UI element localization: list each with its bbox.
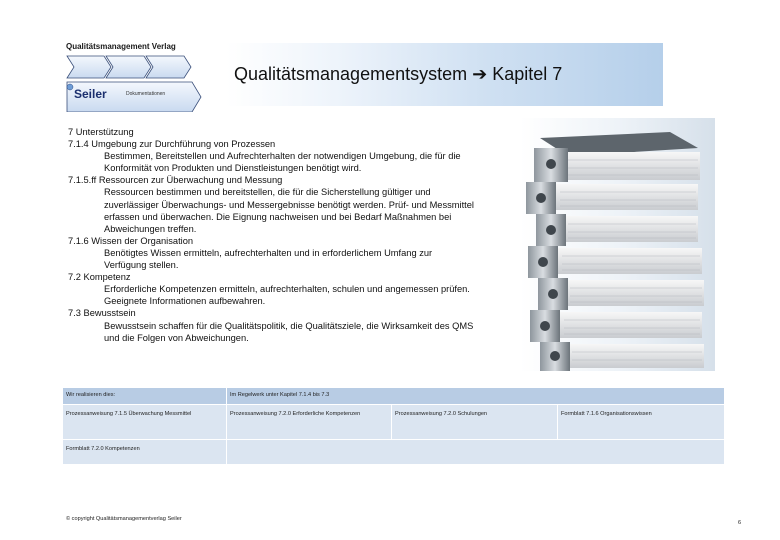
table-cell: Formblatt 7.1.6 Organisationswissen — [558, 405, 725, 440]
table-row — [63, 388, 725, 405]
content-line: Geeignete Informationen aufbewahren. — [104, 296, 266, 307]
table-cell — [227, 440, 725, 465]
copyright-notice: © copyright Qualitätsmanagementverlag Seiler — [66, 516, 182, 522]
content-line: Bestimmen, Bereitstellen und Aufrechterhalten der notwendigen Umgebung, die für die — [104, 151, 461, 162]
table-cell: Prozessanweisung 7.1.5 Überwachung Messmittel — [63, 405, 227, 440]
logo-tagline: Dokumentationen — [126, 91, 166, 97]
chapter-banner — [226, 43, 663, 106]
content-line: Abweichungen treffen. — [104, 223, 197, 234]
content-line: Verfügung stellen. — [104, 260, 179, 271]
content-line: Konformität von Produkten und Dienstleistungen benötigt wird. — [104, 163, 362, 174]
table-cell: Formblatt 7.2.0 Kompetenzen — [63, 440, 227, 465]
content-line: Bewusstsein schaffen für die Qualitätspolitik, die Qualitätsziele, die Wirksamkeit des QMS — [104, 320, 474, 331]
banner-chapter: Kapitel 7 — [492, 64, 563, 84]
table-row — [63, 405, 725, 440]
content-line: 7.1.5.ff Ressourcen zur Überwachung und Messung — [68, 175, 283, 186]
logo-title: Qualitätsmanagement Verlag — [66, 42, 176, 51]
arrow-right-icon: ➔ — [472, 64, 488, 84]
content-line: 7.3 Bewusstsein — [68, 308, 136, 319]
binders-illustration — [520, 118, 715, 371]
content-line: und die Folgen von Abweichungen. — [104, 332, 249, 343]
content-line: 7.2 Kompetenz — [68, 272, 131, 283]
banner-system-title: Qualitätsmanagementsystem — [234, 64, 468, 84]
content-line: 7 Unterstützung — [68, 127, 134, 137]
content-line: Ressourcen bestimmen und bereitstellen, die für die Sicherstellung gültiger und — [104, 187, 431, 198]
table-cell: Wir realisieren dies: — [63, 388, 227, 405]
banner-title — [234, 64, 562, 85]
table-cell: Prozessanweisung 7.2.0 Schulungen — [392, 405, 558, 440]
chapter-content — [68, 126, 523, 344]
publisher-logo — [64, 42, 214, 112]
table-row — [63, 440, 725, 465]
content-line: 7.1.6 Wissen der Organisation — [68, 235, 194, 246]
reference-table — [63, 388, 725, 465]
content-line: 7.1.4 Umgebung zur Durchführung von Prozessen — [68, 139, 276, 150]
logo-name: Seiler — [74, 87, 107, 101]
table-cell: Prozessanweisung 7.2.0 Erforderliche Kompetenzen — [227, 405, 392, 440]
page-number: 6 — [738, 520, 742, 526]
process-arrows-graphic — [64, 54, 214, 112]
table-cell: Im Regelwerk unter Kapitel 7.1.4 bis 7.3 — [227, 388, 725, 405]
content-line: Erforderliche Kompetenzen ermitteln, aufrechterhalten, schulen und angemessen prüfen. — [104, 284, 470, 295]
content-line: erfassen und überwachen. Die Eignung nachweisen und bei Bedarf Maßnahmen bei — [104, 211, 452, 222]
content-line: zuverlässiger Überwachungs- und Messergebnisse benötigt werden. Prüf- und Messmittel — [104, 199, 474, 210]
content-line: Benötigtes Wissen ermitteln, aufrechterhalten und in erforderlichem Umfang zur — [104, 247, 433, 258]
